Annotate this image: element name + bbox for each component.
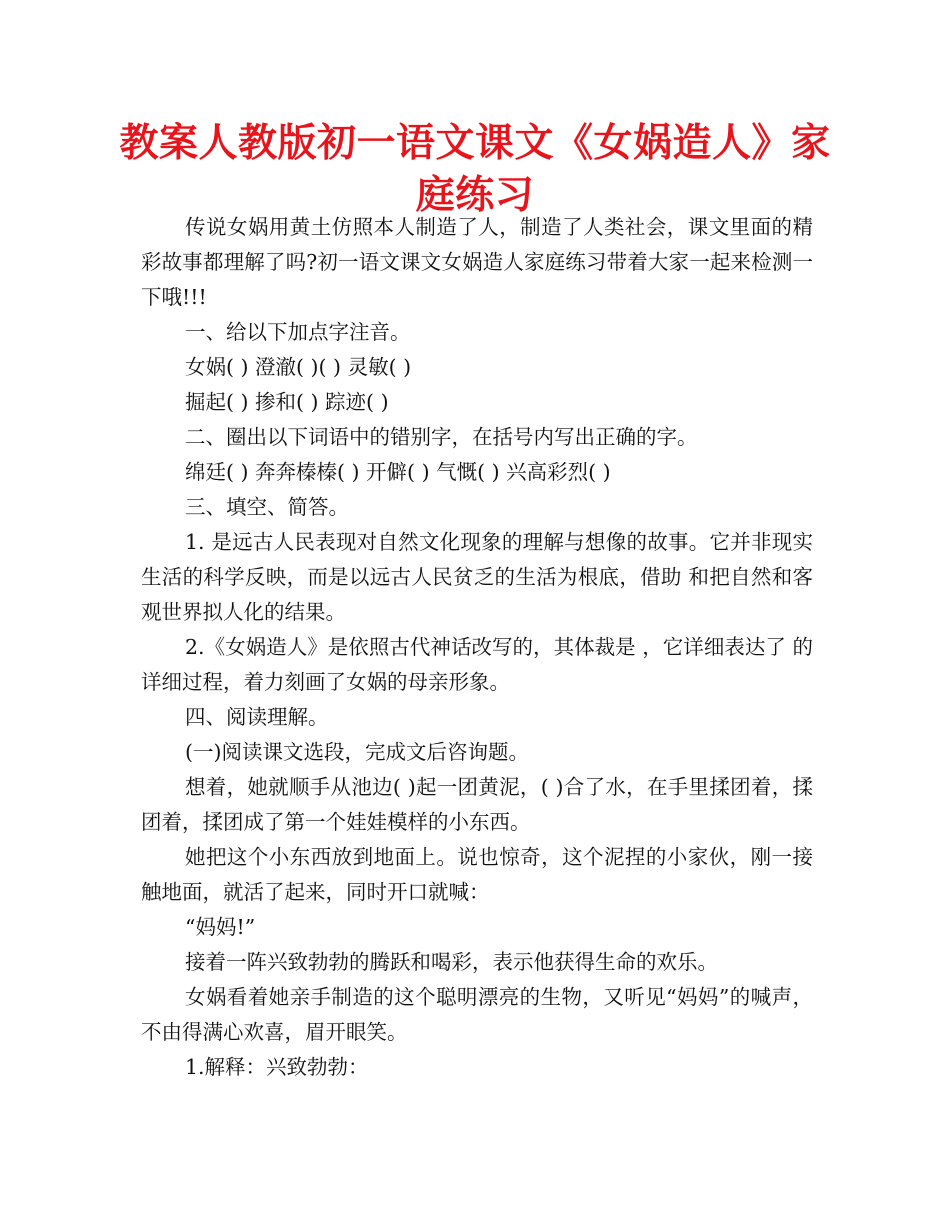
- section-heading-fill-in: 三、填空、简答。: [185, 495, 349, 519]
- fill-in-question-1: 1. 是远古人民表现对自然文化现象的理解与想像的故事。它并非现实生活的科学反映，而是以远古人民贫乏的生活为根底，借助 和把自然和客观世界拟人化的结果。: [141, 530, 813, 624]
- intro-paragraph: 传说女娲用黄土仿照本人制造了人，制造了人类社会，课文里面的精彩故事都理解了吗?初一语文课文女娲造人家庭练习带着大家一起来检测一下哦!!!: [141, 215, 813, 309]
- passage-paragraph-3: 接着一阵兴致勃勃的腾跃和喝彩，表示他获得生命的欢乐。: [185, 950, 718, 974]
- fill-in-question-2: 2.《女娲造人》是依照古代神话改写的，其体裁是 ，它详细表达了 的详细过程，着力刻画了女娲的母亲形象。: [141, 635, 813, 694]
- passage-paragraph-1: 想着，她就顺手从池边( )起一团黄泥，( )合了水，在手里揉团着，揉团着，揉团成了第一个娃娃模样的小东西。: [141, 775, 813, 834]
- reading-question-1: 1.解释：兴致勃勃：: [185, 1055, 369, 1079]
- pinyin-items-row-1: 女娲( ) 澄澈( )( ) 灵敏( ): [185, 355, 412, 379]
- section-heading-reading: 四、阅读理解。: [185, 705, 329, 729]
- typo-items-row: 绵廷( ) 奔奔榛榛( ) 开僻( ) 气慨( ) 兴高彩烈( ): [185, 460, 611, 484]
- section-heading-typos: 二、圈出以下词语中的错别字，在括号内写出正确的字。: [185, 425, 698, 449]
- reading-subheading: (一)阅读课文选段，完成文后咨询题。: [185, 740, 529, 764]
- document-title: 教案人教版初一语文课文《女娲造人》家庭练习: [119, 121, 831, 218]
- passage-paragraph-2: 她把这个小东西放到地面上。说也惊奇，这个泥捏的小家伙，刚一接触地面，就活了起来，同时开口就喊：: [141, 845, 813, 904]
- document-body: [141, 210, 813, 1085]
- passage-quote: “妈妈!”: [185, 915, 256, 939]
- passage-paragraph-4: 女娲看着她亲手制造的这个聪明漂亮的生物，又听见“妈妈”的喊声，不由得满心欢喜，眉开眼笑。: [141, 985, 813, 1044]
- section-heading-pinyin: 一、给以下加点字注音。: [185, 320, 411, 344]
- pinyin-items-row-2: 掘起( ) 掺和( ) 踪迹( ): [185, 390, 389, 414]
